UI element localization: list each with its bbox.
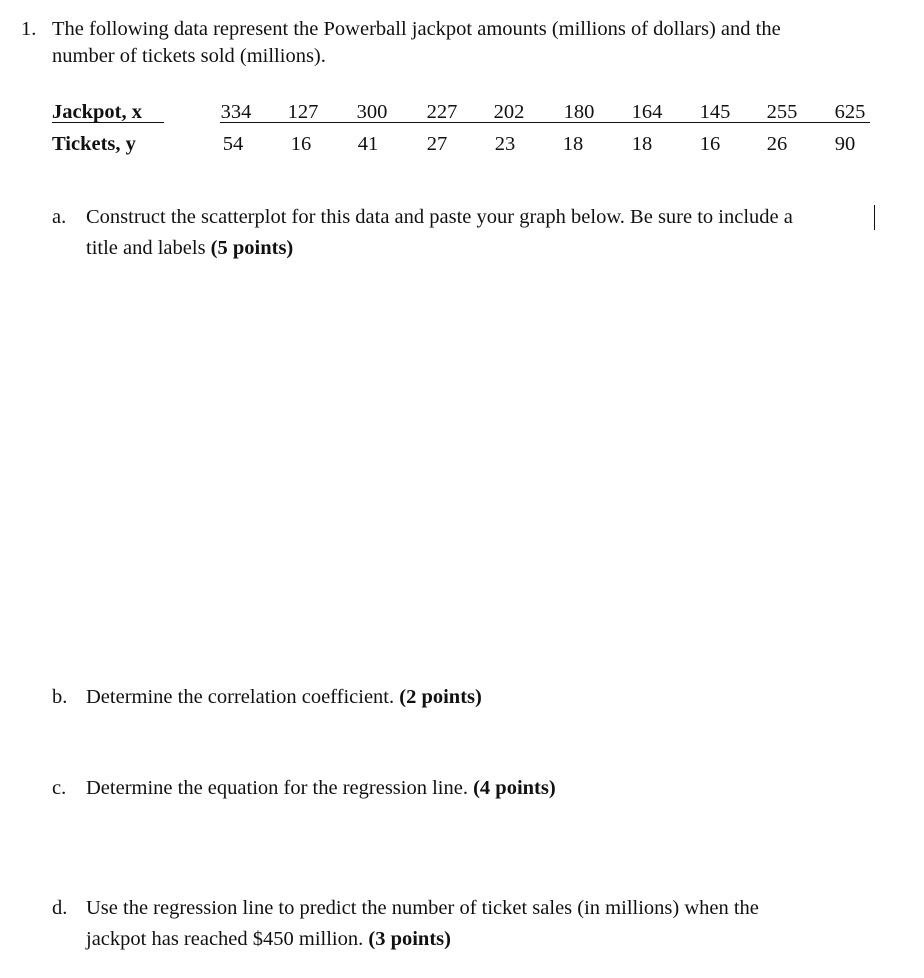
tickets-label: Tickets, y	[52, 133, 136, 155]
part-d-points: (3 points)	[368, 928, 451, 950]
part-d-text-line-1: Use the regression line to predict the number of ticket sales (in millions) when the	[86, 897, 759, 919]
jackpot-value: 164	[631, 101, 663, 123]
tickets-value: 18	[631, 133, 653, 155]
jackpot-value: 127	[287, 101, 319, 123]
question-text-line-1: The following data represent the Powerball jackpot amounts (millions of dollars) and the	[52, 18, 781, 40]
part-a-points: (5 points)	[210, 237, 294, 259]
tickets-value: 26	[766, 133, 788, 155]
tickets-value: 16	[290, 133, 312, 155]
part-b-text: Determine the correlation coefficient.	[86, 686, 400, 708]
part-c-letter: c.	[52, 777, 67, 799]
text-cursor	[874, 205, 875, 230]
part-b-text-line	[86, 684, 482, 710]
jackpot-value: 300	[356, 101, 388, 123]
jackpot-value: 202	[493, 101, 525, 123]
tickets-value: 16	[699, 133, 721, 155]
tickets-value: 54	[222, 133, 244, 155]
part-d-text-line-2	[86, 926, 451, 952]
tickets-value: 90	[834, 133, 856, 155]
jackpot-value: 180	[563, 101, 595, 123]
part-c-text-line	[86, 775, 556, 801]
jackpot-value: 227	[426, 101, 458, 123]
part-b-points: (2 points)	[399, 686, 482, 708]
jackpot-value: 255	[766, 101, 798, 123]
part-d-text: jackpot has reached $450 million.	[86, 928, 369, 950]
question-number: 1.	[21, 18, 37, 40]
part-c-text: Determine the equation for the regression line.	[86, 777, 474, 799]
question-text-line-2: number of tickets sold (millions).	[52, 45, 326, 67]
tickets-value: 18	[562, 133, 584, 155]
jackpot-value: 334	[220, 101, 252, 123]
jackpot-label: Jackpot, x	[52, 101, 142, 123]
part-a-letter: a.	[52, 206, 67, 228]
part-a-text-line-2	[86, 235, 293, 261]
part-d-letter: d.	[52, 897, 68, 919]
part-a-text: title and labels	[86, 237, 211, 259]
table-row-jackpot	[52, 99, 870, 125]
part-b-letter: b.	[52, 686, 68, 708]
tickets-value: 27	[426, 133, 448, 155]
part-a-text-line-1: Construct the scatterplot for this data and paste your graph below. Be sure to include a	[86, 206, 793, 228]
table-row-tickets	[52, 131, 870, 157]
jackpot-value: 145	[699, 101, 731, 123]
tickets-value: 41	[357, 133, 379, 155]
jackpot-value: 625	[834, 101, 866, 123]
part-c-points: (4 points)	[473, 777, 556, 799]
tickets-value: 23	[494, 133, 516, 155]
